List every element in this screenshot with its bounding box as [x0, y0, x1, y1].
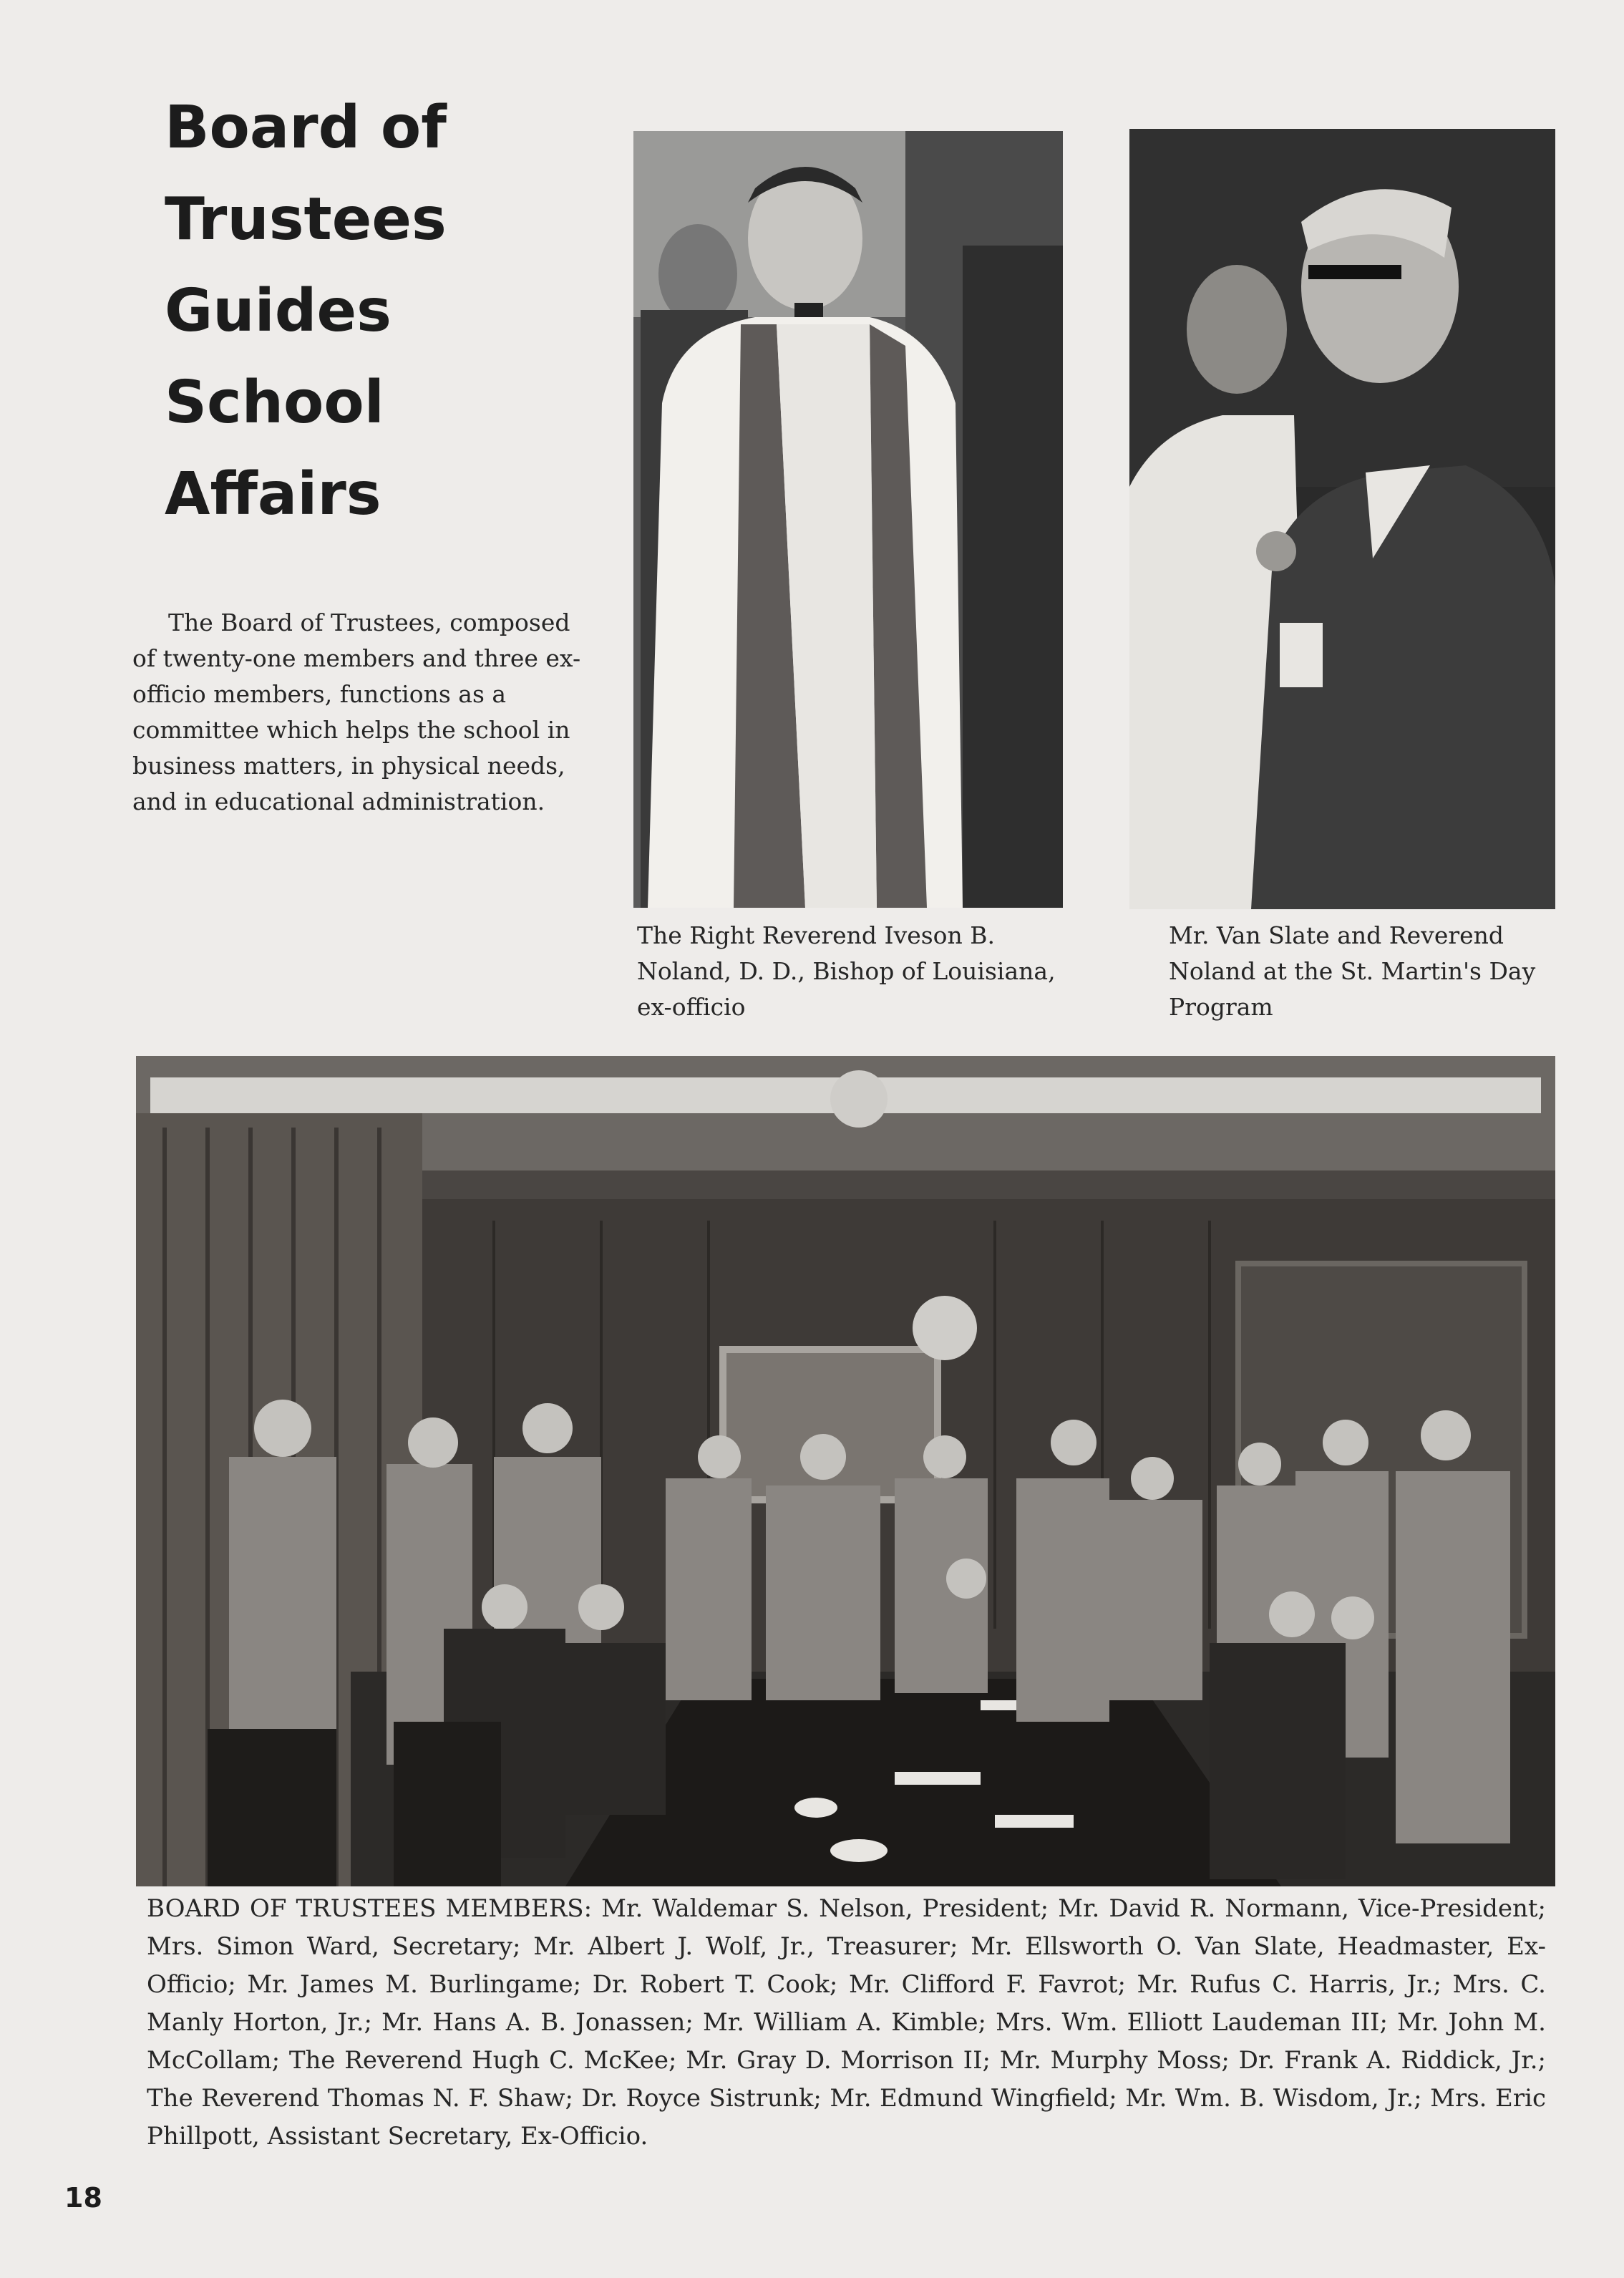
vanslate-caption: Mr. Van Slate and Reverend Noland at the St. Martin's Day Program: [1169, 921, 1536, 1021]
board-group-photo: [136, 1056, 1555, 1886]
bishop-photo: [633, 131, 1063, 908]
title-line: Affairs: [165, 460, 381, 528]
title-line: Board of: [165, 94, 447, 162]
page-title: [165, 82, 537, 541]
bishop-caption: The Right Reverend Iveson B. Noland, D. D., Bishop of Louisiana, ex-officio: [637, 921, 1056, 1021]
title-line: School: [165, 369, 384, 437]
vanslate-photo: [1129, 129, 1555, 909]
intro-paragraph: The Board of Trustees, composed of twenty-one members and three ex-officio members, functions as a committee which helps the school in business matters, in physical needs, and in educational administration.: [132, 609, 581, 815]
title-line: Trustees: [165, 185, 447, 253]
title-line: Guides: [165, 277, 392, 345]
board-members-list: BOARD OF TRUSTEES MEMBERS: Mr. Waldemar S. Nelson, President; Mr. David R. Normann, Vice-President; Mrs. Simon Ward, Secretary; Mr. Albert J. Wolf, Jr., Treasurer; Mr. Ellsworth O. Van Slate, Headmaster, Ex-Officio; Mr. James M. Burlingame; Dr. Robert T. Cook; Mr. Clifford F. Favrot; Mr. Rufus C. Harris, Jr.; Mrs. C. Manly Horton, Jr.; Mr. Hans A. B. Jonassen; Mr. William A. Kimble; Mrs. Wm. Elliott Laudeman III; Mr. John M. McCollam; The Reverend Hugh C. McKee; Mr. Gray D. Morrison II; Mr. Murphy Moss; Dr. Frank A. Riddick, Jr.; The Reverend Thomas N. F. Shaw; Dr. Royce Sistrunk; Mr. Edmund Wingfield; Mr. Wm. B. Wisdom, Jr.; Mrs. Eric Phillpott, Assistant Secretary, Ex-Officio.: [147, 1894, 1546, 2151]
page-number: 18: [64, 2182, 102, 2214]
